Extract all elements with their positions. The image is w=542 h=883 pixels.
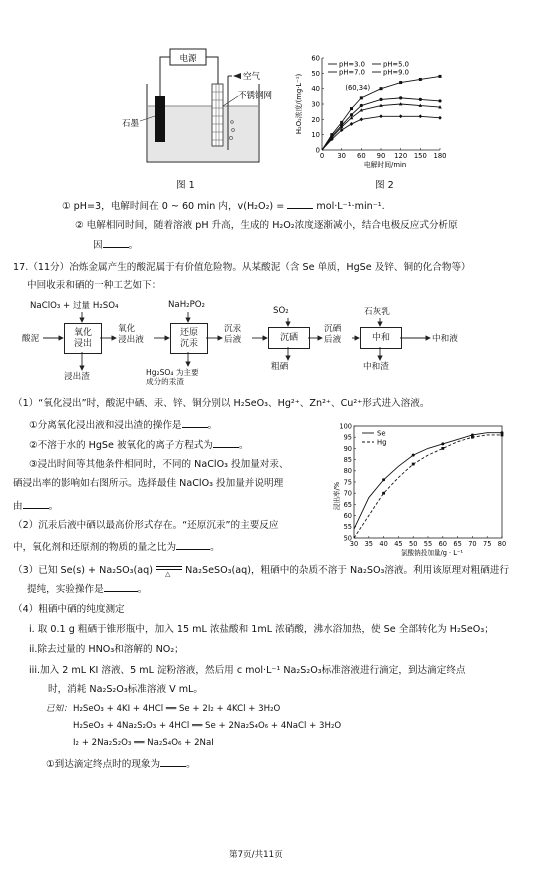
- data-point: [360, 96, 363, 99]
- data-point: [350, 122, 354, 126]
- known-label: 已知：: [46, 704, 72, 714]
- legend-item: pH=3.0: [339, 60, 365, 69]
- x-tick-label: 120: [394, 152, 408, 160]
- data-point: [471, 436, 474, 439]
- y-axis-label: 浸出率/%: [333, 481, 341, 511]
- q17-part4-step3-line1: iii.加入 2 mL KI 溶液、5 mL 淀粉溶液，然后用 c mol·L⁻¹ Na₂S₂O₃标准溶液进行滴定，到达滴定终点: [29, 665, 466, 676]
- data-point: [399, 96, 402, 99]
- x-tick-label: 90: [376, 152, 386, 160]
- x-tick-label: 65: [453, 540, 462, 548]
- air-label: 空气: [243, 72, 261, 82]
- equation-1: H₂SeO₃ + 4KI + 4HCl ══ Se + 2I₂ + 4KCl + 3H₂O: [73, 704, 281, 714]
- data-point: [382, 478, 385, 481]
- q16-item2-line2: 因 。: [93, 240, 139, 251]
- data-point: [399, 81, 402, 84]
- legend-item: pH=5.0: [383, 60, 409, 69]
- reagent-so2: SO₂: [273, 306, 289, 316]
- q17-part1-item2: ②不溶于水的 HgSe 被氧化的离子方程式为 。: [29, 440, 249, 451]
- step-oxidation-leaching: 氧化 浸出: [64, 323, 102, 354]
- x-tick-label: 150: [413, 152, 427, 160]
- data-point: [379, 114, 383, 118]
- equation-2: H₂SeO₃ + 4Na₂S₂O₃ + 4HCl ══ Se + 2Na₂S₄O₆ + 4NaCl + 3H₂O: [73, 721, 342, 731]
- q17-part2-line1: （2）沉汞后液中硒以最高价形式存在。“还原沉汞”的主要反应: [13, 520, 279, 531]
- q17-part2-line2: 中，氧化剂和还原剂的物质的量之比为 。: [13, 542, 220, 553]
- reversible-reaction-arrow-icon: [156, 563, 182, 578]
- x-tick-label: 45: [394, 540, 403, 548]
- data-point: [439, 75, 442, 78]
- x-tick-label: 75: [483, 540, 492, 548]
- x-tick-label: 60: [357, 152, 366, 160]
- answer-blank[interactable]: [213, 438, 239, 448]
- series-line-pH=9.0: [322, 116, 440, 150]
- output-mercury-residue: Hg₂SO₄ 为主要 成分的汞渣: [146, 368, 199, 386]
- data-point: [380, 87, 383, 90]
- q17-part1-item1: ①分离氧化浸出液和浸出渣的操作是 。: [29, 420, 218, 431]
- x-tick-label: 60: [438, 540, 447, 548]
- data-point: [412, 454, 415, 457]
- q17-part4-step1: i. 取 0.1 g 粗硒于锥形瓶中，加入 15 mL 浓盐酸和 1mL 浓硝酸，沸水浴加热，使 Se 全部转化为 H₂SeO₃；: [29, 624, 494, 635]
- wire-left: [160, 57, 170, 96]
- h2o2-concentration-chart: [292, 52, 447, 176]
- output-neutralization-residue: 中和渣: [363, 362, 389, 372]
- x-axis-label: 氯酸钠投加量/g · L⁻¹: [400, 549, 464, 557]
- data-point: [399, 114, 403, 118]
- data-point: [382, 492, 385, 495]
- q17-part1-item3-line1: ③浸出时间等其他条件相同时，不同的 NaClO₃ 投加量对汞、: [29, 459, 289, 470]
- q17-header-line2: 中回收汞和硒的一种工艺如下：: [27, 280, 162, 291]
- data-point: [340, 121, 343, 124]
- x-tick-label: 70: [468, 540, 477, 548]
- data-point: [438, 116, 442, 120]
- reagent-nah2po2: NaH₂PO₂: [168, 300, 205, 310]
- figure1-caption: 图 1: [176, 180, 195, 191]
- equation-3: I₂ + 2Na₂S₂O₃ ══ Na₂S₄O₆ + 2NaI: [73, 738, 214, 748]
- q17-part1-item3-line3: 由 。: [13, 501, 59, 512]
- q17-part4-step3-line2: 时，消耗 Na₂S₂O₃标准溶液 V mL。: [48, 684, 203, 695]
- flow-arrows: [0, 296, 542, 388]
- x-tick-label: 50: [409, 540, 418, 548]
- q16-item2-line1: ② 电解相同时间，随着溶液 pH 升高，生成的 H₂O₂浓度逐渐减小，结合电极反应式分析原: [75, 220, 458, 231]
- y-tick-label: 20: [311, 115, 320, 124]
- y-tick-label: 40: [311, 85, 320, 94]
- answer-blank[interactable]: [104, 582, 138, 592]
- y-tick-label: 60: [311, 54, 320, 63]
- y-tick-label: 10: [311, 131, 320, 140]
- y-tick-label: 65: [343, 500, 352, 509]
- graphite-label: 石墨: [122, 119, 140, 129]
- data-point: [360, 117, 364, 121]
- x-tick-label: 35: [364, 540, 373, 548]
- legend-item: Hg: [377, 438, 387, 447]
- figure2-caption: 图 2: [375, 180, 394, 191]
- x-tick-label: 30: [349, 540, 359, 548]
- data-point: [419, 114, 423, 118]
- step-neutralization: 中和: [360, 327, 402, 349]
- q17-part1-intro: （1）“氧化浸出”时，酸泥中硒、汞、锌、铜分别以 H₂SeO₃、Hg²⁺、Zn²⁺、Cu²⁺形式进入溶液。: [13, 398, 430, 409]
- output-leach-residue: 浸出渣: [64, 372, 90, 382]
- series-line-Hg: [354, 435, 502, 538]
- y-tick-label: 30: [311, 100, 320, 109]
- q16-item1: ① pH=3，电解时间在 0 ~ 60 min 内，v(H₂O₂) = mol·L⁻¹·min⁻¹.: [62, 201, 385, 212]
- data-point: [379, 98, 382, 101]
- y-tick-label: 70: [343, 489, 352, 498]
- y-tick-label: 75: [343, 478, 352, 487]
- data-point: [419, 98, 422, 101]
- data-point: [419, 78, 422, 81]
- legend-item: pH=7.0: [339, 68, 365, 77]
- output-crude-selenium: 粗硒: [271, 362, 289, 372]
- step-selenium-precipitation: 沉硒: [268, 327, 310, 349]
- data-point: [412, 463, 415, 466]
- graphite-electrode: [155, 96, 165, 142]
- air-arrow-icon: [233, 73, 241, 79]
- end-neutralized-solution: 中和液: [432, 334, 458, 344]
- y-tick-label: 80: [343, 467, 352, 476]
- legend-item: Se: [377, 429, 386, 438]
- q17-part1-item3-line2: 硒浸出率的影响如右图所示。选择最佳 NaClO₃ 投加量并说明理: [13, 478, 284, 489]
- wire-right: [206, 57, 218, 86]
- answer-blank[interactable]: [182, 418, 208, 428]
- y-tick-label: 0: [315, 146, 320, 155]
- reagent-naclo3-h2so4: NaClO₃ + 过量 H₂SO₄: [30, 301, 119, 311]
- y-tick-label: 55: [343, 523, 352, 532]
- y-tick-label: 90: [343, 444, 352, 453]
- q17-header-line1: 17.（11分）冶炼金属产生的酸泥属于有价值危险物。从某酸泥（含 Se 单质，HgSe 及锌、铜的化合物等）: [13, 262, 471, 273]
- x-tick-label: 55: [423, 540, 433, 548]
- process-flow-diagram: [0, 296, 542, 388]
- x-tick-label: 0: [319, 152, 325, 160]
- q17-part4-question1: ①到达滴定终点时的现象为 。: [46, 759, 196, 770]
- x-tick-label: 30: [337, 152, 346, 160]
- stainless-steel-mesh-electrode: [212, 84, 223, 146]
- x-tick-label: 40: [379, 540, 388, 548]
- q17-part4-title: （4）粗硒中硒的纯度测定: [13, 604, 125, 615]
- electrolysis-apparatus-diagram: [120, 46, 280, 174]
- point-annotation: (60,34): [345, 83, 371, 92]
- x-tick-label: 80: [497, 540, 507, 548]
- start-acid-sludge: 酸泥: [22, 334, 40, 344]
- y-tick-label: 60: [343, 512, 352, 520]
- intermediate-after-se-solution: 沉硒 后液: [324, 324, 342, 345]
- answer-blank[interactable]: [176, 540, 210, 550]
- data-point: [441, 442, 444, 445]
- data-point: [501, 434, 504, 437]
- data-point: [350, 107, 353, 110]
- answer-blank[interactable]: [103, 238, 129, 248]
- x-axis-label: 电解时间/min: [363, 161, 407, 169]
- intermediate-after-hg-solution: 沉汞 后液: [224, 324, 242, 345]
- step-reduction-mercury-precipitation: 还原 沉汞: [170, 323, 208, 354]
- answer-blank[interactable]: [287, 199, 313, 209]
- power-supply-label: 电源: [179, 54, 197, 64]
- y-axis-label: H₂O₂浓度/(mg·L⁻¹): [295, 73, 303, 135]
- page-footer: 第7页/共11页: [229, 850, 283, 860]
- q17-part4-step2: ii.除去过量的 HNO₃和溶解的 NO₂；: [29, 644, 184, 655]
- leaching-rate-chart: [333, 420, 508, 560]
- x-tick-label: 180: [433, 152, 447, 160]
- q17-part3-line2: 提纯，实验操作是 。: [27, 584, 148, 595]
- y-tick-label: 95: [343, 433, 352, 442]
- y-tick-label: 50: [343, 534, 352, 543]
- y-tick-label: 100: [339, 422, 352, 431]
- y-tick-label: 50: [311, 69, 320, 78]
- heat-symbol: △: [165, 570, 171, 578]
- answer-blank[interactable]: [23, 499, 49, 509]
- legend-item: pH=9.0: [383, 68, 409, 77]
- series-line-Se: [354, 433, 502, 529]
- data-point: [438, 99, 441, 102]
- y-tick-label: 85: [343, 456, 352, 464]
- q17-part3-line1: （3）已知 Se(s) + Na₂SO₃(aq) △ Na₂SeSO₃(aq)，粗硒中的杂质不溶于 Na₂SO₃溶液。利用该原理对粗硒进行: [13, 565, 510, 578]
- intermediate-leach-solution: 氧化 浸出液: [118, 324, 144, 345]
- reagent-lime-milk: 石灰乳: [364, 307, 390, 317]
- answer-blank[interactable]: [160, 757, 186, 767]
- data-point: [360, 104, 363, 107]
- data-point: [350, 113, 353, 116]
- data-point: [441, 447, 444, 450]
- mesh-label: 不锈钢网: [238, 91, 273, 101]
